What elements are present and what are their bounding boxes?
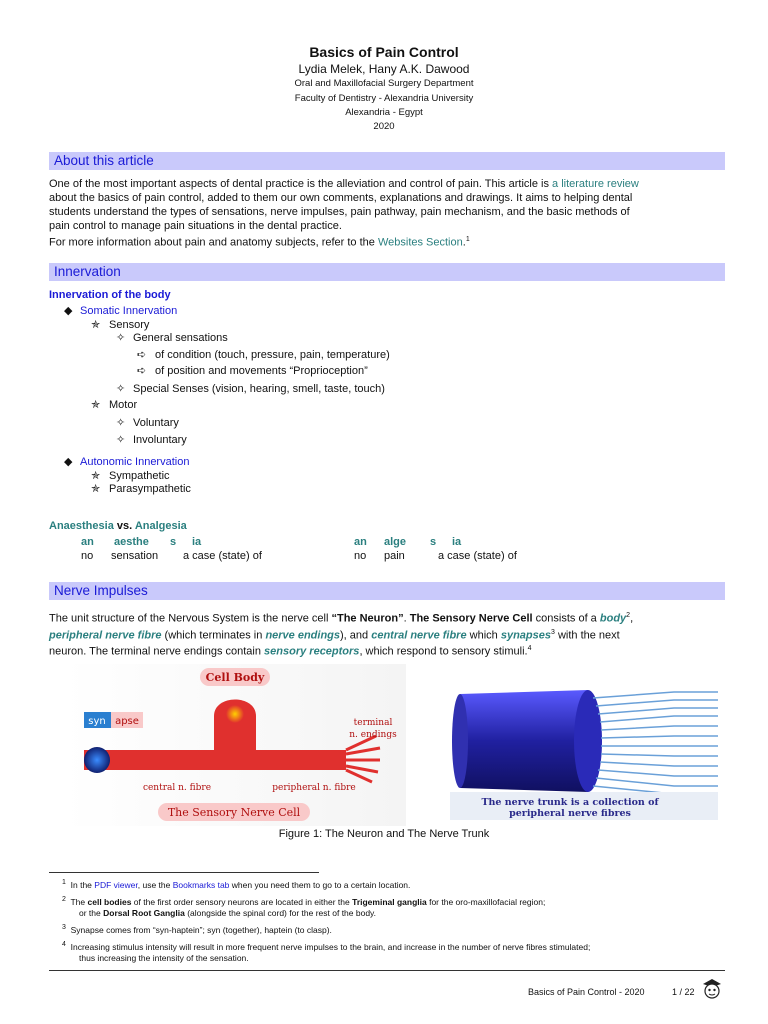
footnote-text: of the first order sensory neurons are located in either the xyxy=(131,896,353,907)
nerve-impulses-heading: Nerve Impulses xyxy=(54,583,148,598)
footnote-ref-2[interactable]: 2 xyxy=(626,612,631,619)
list-item-position xyxy=(137,364,368,377)
star-bullet-icon: ✯ xyxy=(91,319,101,331)
etym-part: an xyxy=(81,536,94,548)
etym-part: alge xyxy=(384,536,407,548)
sensory-nerve-cell-label: The Sensory Nerve Cell xyxy=(167,806,301,819)
term-body: body xyxy=(599,612,627,625)
footnote-number: 2 xyxy=(62,896,66,903)
literature-review-link[interactable]: a literature review xyxy=(552,178,639,190)
footnote-number: 4 xyxy=(62,941,66,948)
list-item-sympathetic xyxy=(91,469,170,482)
star-bullet-icon: ✯ xyxy=(91,470,101,482)
term-sensory-receptors: sensory receptors xyxy=(264,645,360,658)
list-item-autonomic xyxy=(64,455,189,468)
footnote-ref-3[interactable]: 3 xyxy=(550,628,555,636)
trunk-end-left xyxy=(452,694,468,788)
nerve-fibres xyxy=(593,692,718,794)
footnote-text: thus increasing the intensity of the sensation. xyxy=(79,952,249,963)
footnote-number: 3 xyxy=(62,924,66,931)
department: Oral and Maxillofacial Surgery Department xyxy=(294,78,474,89)
anaesthesia-vs-analgesia-title xyxy=(49,520,187,532)
nerve-impulses-section-header xyxy=(49,582,725,600)
footnote-3 xyxy=(62,922,722,936)
footnote-ref-1[interactable]: 1 xyxy=(465,236,470,243)
footnote-text: Increasing stimulus intensity will result in more frequent nerve impulses to the brain, and increase in the number of nerve fibres stimulated; xyxy=(70,941,591,952)
mascot-icon xyxy=(700,975,724,1001)
diamond-bullet-icon: ◆ xyxy=(64,456,73,468)
etym-meaning: no xyxy=(81,550,94,562)
location: Alexandria - Egypt xyxy=(345,107,423,118)
footnote-text: for the oro-maxillofacial region; xyxy=(426,896,546,907)
footer-title: Basics of Pain Control - 2020 xyxy=(528,987,645,997)
about-paragraph xyxy=(49,177,725,250)
cell-body-label: Cell Body xyxy=(205,671,265,684)
position-label: of position and movements “Proprioception” xyxy=(155,365,368,377)
list-item-sensory xyxy=(91,318,149,331)
nerve-paragraph xyxy=(49,609,725,659)
footnote-bold: cell bodies xyxy=(87,896,132,907)
hollow-star-bullet-icon: ✧ xyxy=(116,332,126,344)
list-item-involuntary xyxy=(116,433,187,446)
footnote-text: Synapse comes from “syn-haptein”; syn (together), haptein (to clasp). xyxy=(70,924,332,935)
nerve-text: The unit structure of the Nervous System is the nerve cell xyxy=(49,612,332,625)
trunk-body xyxy=(460,690,588,792)
nerve-text: ), and xyxy=(340,629,372,642)
terminal-label-1: terminal xyxy=(353,718,393,728)
footer-rule xyxy=(49,970,725,971)
nerve-text: (which terminates in xyxy=(161,629,266,642)
voluntary-label: Voluntary xyxy=(133,417,179,429)
list-item-voluntary xyxy=(116,416,179,429)
footnote-text: when you need them to go to a certain location. xyxy=(229,879,411,890)
footnote-text: In the xyxy=(70,879,95,890)
hollow-star-bullet-icon: ✧ xyxy=(116,417,126,429)
list-item-parasympathetic xyxy=(91,482,191,495)
syn-label: syn xyxy=(88,716,106,727)
faculty: Faculty of Dentistry - Alexandria University xyxy=(294,93,474,104)
nerve-text: neuron. The terminal nerve endings contain xyxy=(49,645,265,658)
footnote-4 xyxy=(62,939,722,964)
document-title: Basics of Pain Control xyxy=(309,44,459,60)
year: 2020 xyxy=(373,121,395,132)
page-number: 1 / 22 xyxy=(672,987,695,997)
footnote-bold: Trigeminal ganglia xyxy=(352,896,427,907)
etym-meaning: a case (state) of xyxy=(438,550,517,562)
figure-caption: Figure 1: The Neuron and The Nerve Trunk xyxy=(278,828,490,840)
trunk-caption-1: The nerve trunk is a collection of xyxy=(481,797,659,808)
nerve-text-bold: The Sensory Nerve Cell xyxy=(409,612,533,625)
etym-part: s xyxy=(170,536,177,548)
term-synapses: synapses xyxy=(500,629,551,642)
involuntary-label: Involuntary xyxy=(133,434,187,446)
list-item-special xyxy=(116,382,385,395)
nerve-text: with the next xyxy=(554,629,620,642)
etym-part: aesthe xyxy=(114,536,149,548)
nerve-text: , xyxy=(630,612,634,625)
arrow-bullet-icon: ➪ xyxy=(137,365,147,377)
nerve-text: . xyxy=(403,612,410,625)
anaesthesia-word: Anaesthesia xyxy=(49,520,114,532)
etym-part: ia xyxy=(192,536,202,548)
footnote-text: , use the xyxy=(137,879,173,890)
synapse-ball xyxy=(84,747,110,773)
parasympathetic-label: Parasympathetic xyxy=(109,483,191,495)
about-heading: About this article xyxy=(54,153,154,168)
footnote-text: (alongside the spinal cord) for the rest of the body. xyxy=(184,907,377,918)
pdf-viewer-link[interactable]: PDF viewer xyxy=(94,879,138,890)
nerve-text: consists of a xyxy=(532,612,600,625)
vs-word: vs. xyxy=(113,520,135,532)
list-item-somatic xyxy=(64,304,177,317)
condition-label: of condition (touch, pressure, pain, temperature) xyxy=(155,349,390,361)
hollow-star-bullet-icon: ✧ xyxy=(116,383,126,395)
term-central: central nerve fibre xyxy=(371,629,467,642)
about-text-3: students understand the types of sensations, nerve impulses, pain pathway, pain mechanism, and the basic methods of xyxy=(49,206,630,218)
innervation-heading: Innervation xyxy=(54,264,121,279)
authors: Lydia Melek, Hany A.K. Dawood xyxy=(298,62,470,76)
hollow-star-bullet-icon: ✧ xyxy=(116,434,126,446)
innervation-subheading: Innervation of the body xyxy=(49,289,171,301)
footnote-ref-4[interactable]: 4 xyxy=(527,645,532,653)
motor-label: Motor xyxy=(109,399,138,411)
nucleus xyxy=(226,705,244,723)
list-item-condition xyxy=(137,348,390,361)
footnote-rule xyxy=(49,872,319,873)
bookmarks-tab-link[interactable]: Bookmarks tab xyxy=(172,879,230,890)
general-label: General sensations xyxy=(133,332,228,344)
footnote-text: The xyxy=(70,896,88,907)
arrow-bullet-icon: ➪ xyxy=(137,349,147,361)
star-bullet-icon: ✯ xyxy=(91,399,101,411)
sensory-label: Sensory xyxy=(109,319,150,331)
about-text-2: about the basics of pain control, added to them our own comments, explanations and drawings. It aims to helping dental xyxy=(49,192,633,204)
etym-part: an xyxy=(354,536,367,548)
etym-meaning: no xyxy=(354,550,367,562)
about-text-4: pain control to manage pain situations in the dental practice. xyxy=(49,220,342,232)
list-item-general xyxy=(116,331,228,344)
analgesia-word: Analgesia xyxy=(134,520,187,532)
trunk-caption-2: peripheral nerve fibres xyxy=(509,808,631,819)
nerve-trunk-figure xyxy=(448,680,720,820)
special-label: Special Senses (vision, hearing, smell, taste, touch) xyxy=(133,383,385,395)
somatic-label: Somatic Innervation xyxy=(80,305,178,317)
autonomic-label: Autonomic Innervation xyxy=(80,456,190,468)
etym-part: ia xyxy=(452,536,462,548)
etym-part: s xyxy=(430,536,437,548)
sympathetic-label: Sympathetic xyxy=(109,470,170,482)
diamond-bullet-icon: ◆ xyxy=(64,305,73,317)
about-section-header xyxy=(49,152,725,170)
footnote-text: or the xyxy=(79,907,104,918)
central-fibre-label: central n. fibre xyxy=(142,783,212,793)
websites-section-link[interactable]: Websites Section xyxy=(377,236,463,249)
list-item-motor xyxy=(91,398,137,411)
innervation-section-header xyxy=(49,263,725,281)
about-text-1: One of the most important aspects of dental practice is the alleviation and control of pain. This article is xyxy=(49,178,553,190)
footnote-1 xyxy=(62,877,722,891)
terminal-label-2: n. endings xyxy=(349,730,397,740)
etym-meaning: a case (state) of xyxy=(183,550,262,562)
nerve-fibre xyxy=(84,750,346,770)
star-bullet-icon: ✯ xyxy=(91,483,101,495)
sensory-nerve-cell-figure xyxy=(64,664,406,826)
etym-meaning: sensation xyxy=(111,550,159,562)
nerve-text-bold: “The Neuron” xyxy=(331,612,404,625)
nerve-text: , which respond to sensory stimuli. xyxy=(359,645,528,658)
footnote-number: 1 xyxy=(62,879,66,886)
term-nerve-endings: nerve endings xyxy=(265,629,341,642)
apse-label: apse xyxy=(115,716,139,727)
term-peripheral: peripheral nerve fibre xyxy=(49,629,162,642)
peripheral-fibre-label: peripheral n. fibre xyxy=(272,783,356,793)
about-text-period: . xyxy=(462,236,466,249)
footnote-2 xyxy=(62,894,722,919)
footnote-bold: Dorsal Root Ganglia xyxy=(103,907,185,918)
nerve-text: which xyxy=(466,629,501,642)
about-text-5: For more information about pain and anatomy subjects, refer to the xyxy=(49,236,378,249)
etym-meaning: pain xyxy=(384,550,405,562)
